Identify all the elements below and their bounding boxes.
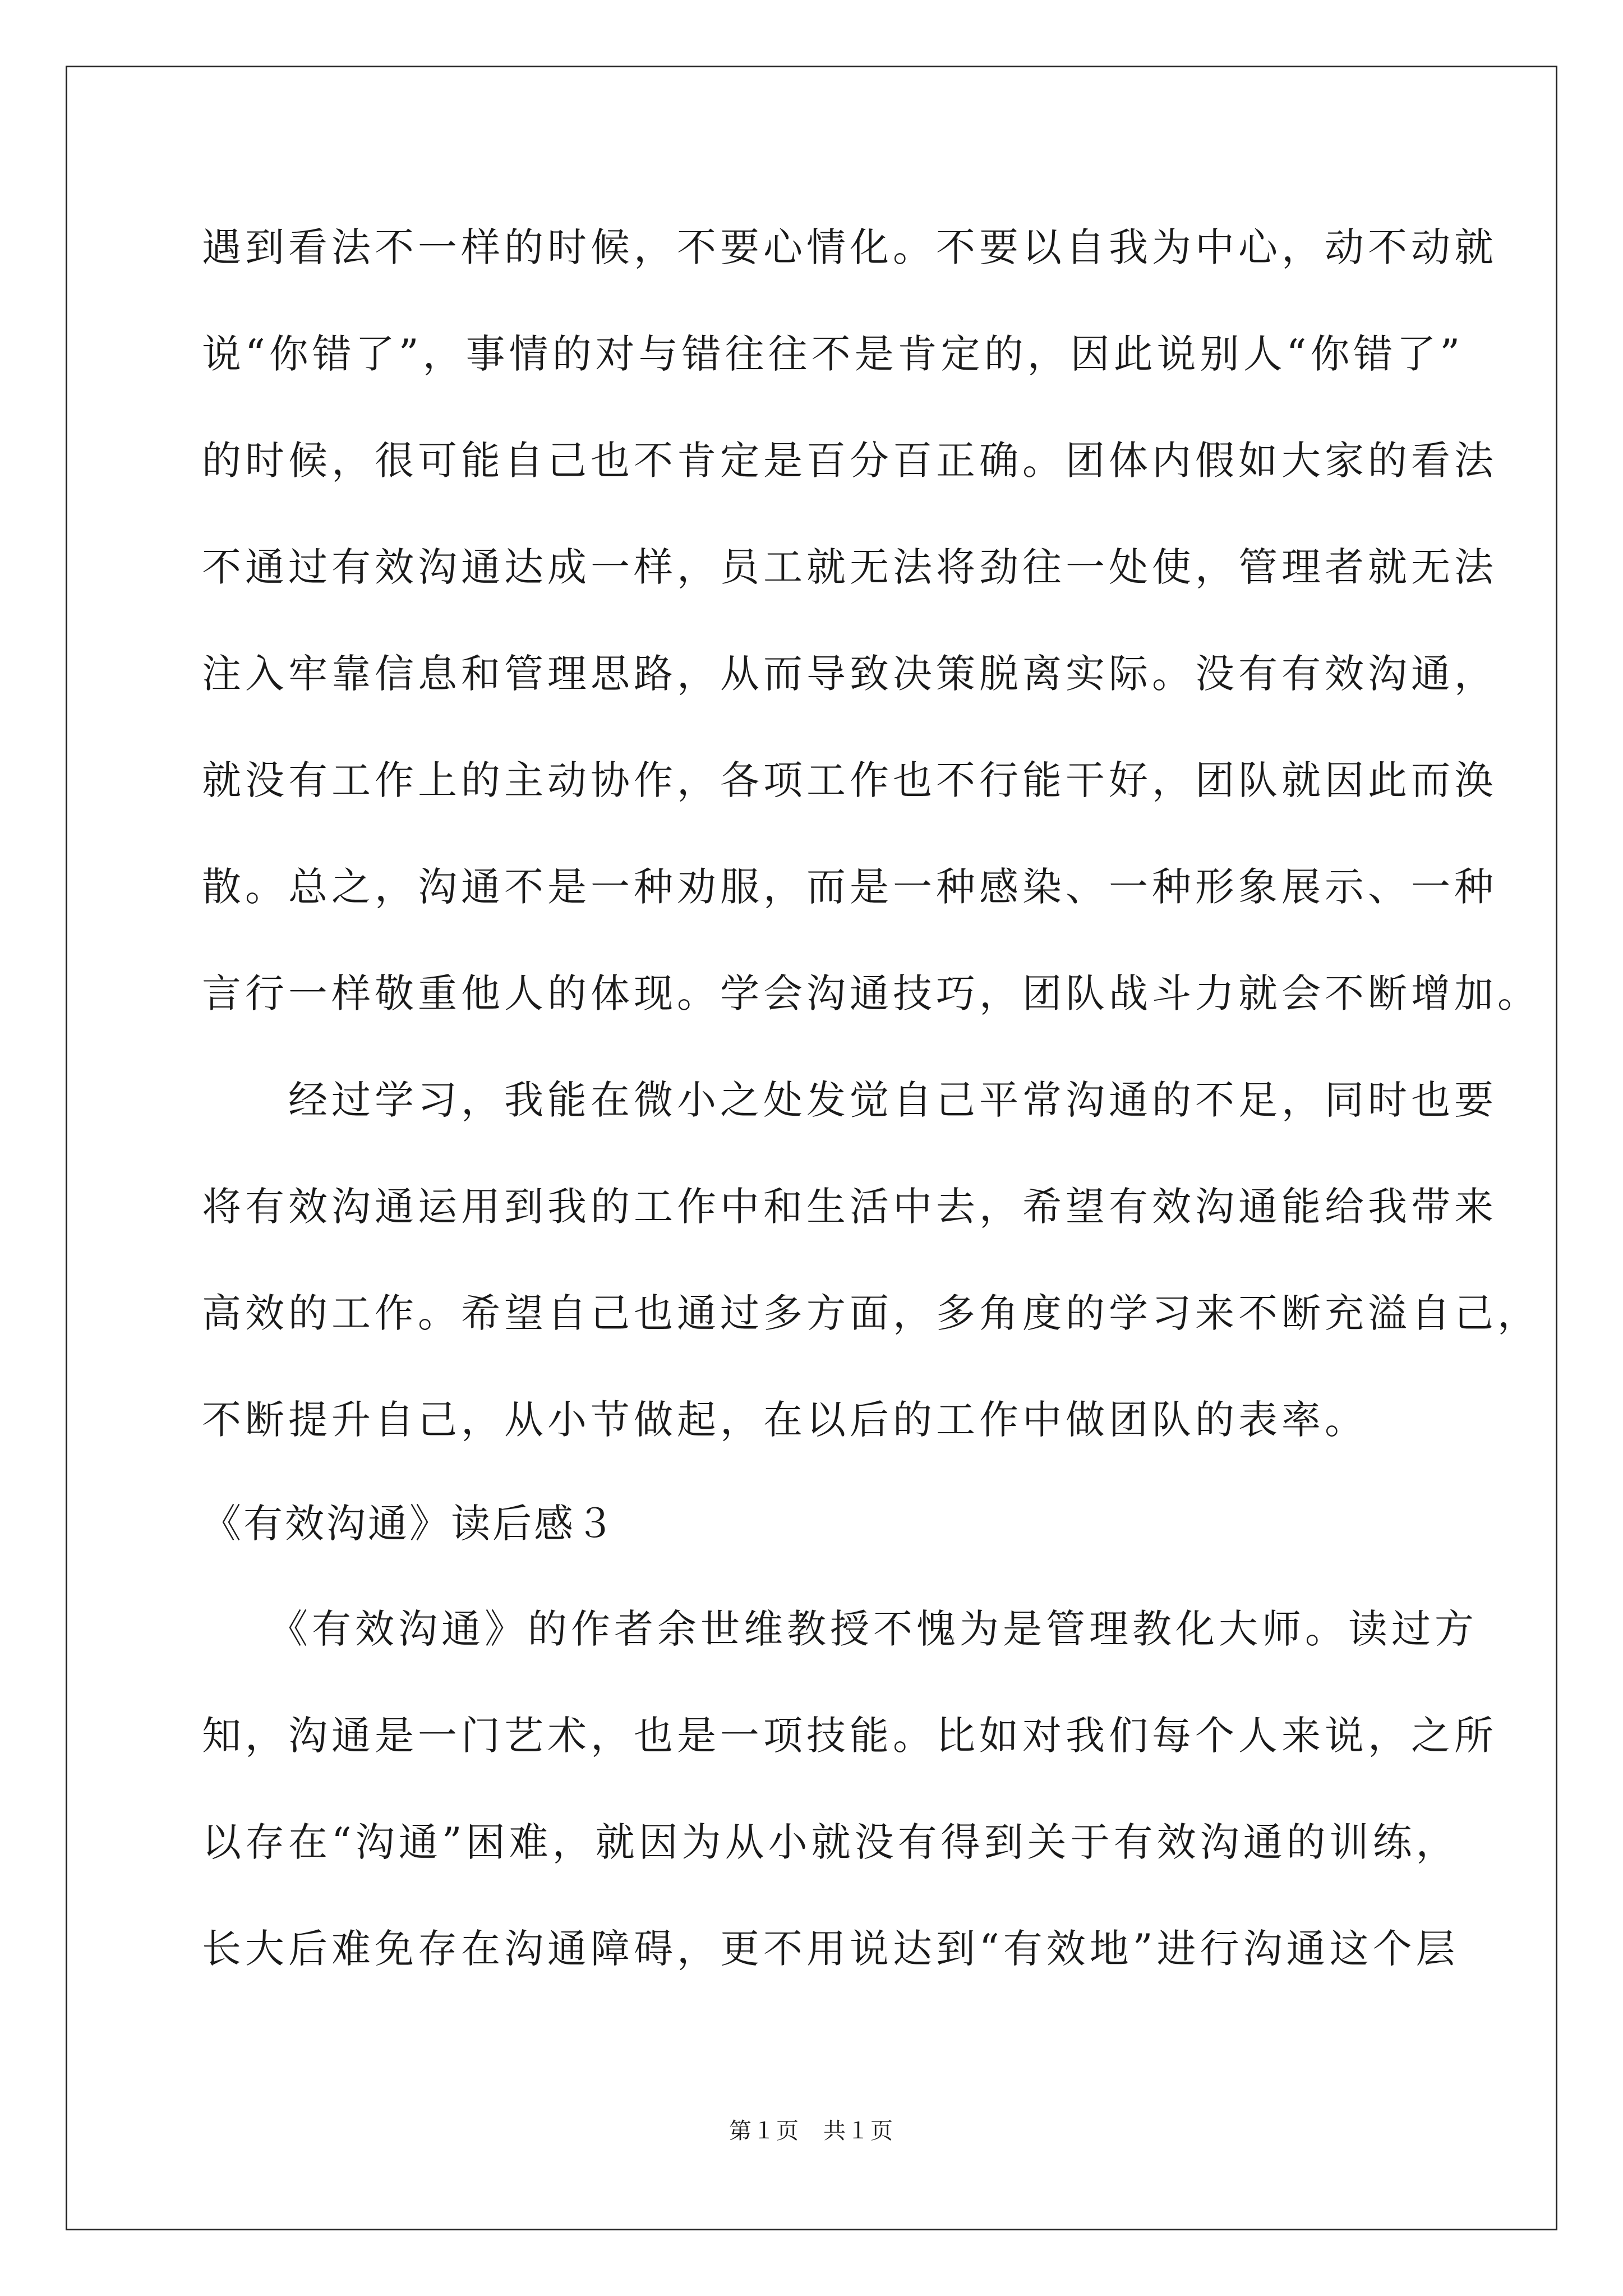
page-border xyxy=(66,66,1557,2230)
text-line: 说“你错了”，事情的对与错往往不是肯定的，因此说别人“你错了” xyxy=(202,331,1464,377)
text-line: 就没有工作上的主动协作，各项工作也不行能干好，团队就因此而涣 xyxy=(202,757,1497,803)
text-line: 知，沟通是一门艺术，也是一项技能。比如对我们每个人来说，之所 xyxy=(202,1713,1497,1759)
text-line: 注入牢靠信息和管理思路，从而导致决策脱离实际。没有有效沟通， xyxy=(202,651,1497,697)
paragraph-start-line: 《有效沟通》的作者余世维教授不愧为是管理教化大师。读过方 xyxy=(202,1606,1478,1652)
text-line: 长大后难免存在沟通障碍，更不用说达到“有效地”进行沟通这个层 xyxy=(202,1926,1459,1972)
page-number: 第１页 共１页 xyxy=(729,2118,894,2144)
text-line: 以存在“沟通”困难，就因为从小就没有得到关于有效沟通的训练， xyxy=(202,1819,1459,1865)
text-line: 遇到看法不一样的时候，不要心情化。不要以自我为中心，动不动就 xyxy=(202,224,1497,270)
paragraph-start-line: 经过学习，我能在微小之处发觉自己平常沟通的不足，同时也要 xyxy=(202,1077,1497,1123)
text-line: 高效的工作。希望自己也通过多方面，多角度的学习来不断充溢自己， xyxy=(202,1290,1541,1336)
text-line: 不通过有效沟通达成一样，员工就无法将劲往一处使，管理者就无法 xyxy=(202,544,1497,590)
text-line: 的时候，很可能自己也不肯定是百分百正确。团体内假如大家的看法 xyxy=(202,438,1497,484)
text-line: 不断提升自己，从小节做起，在以后的工作中做团队的表率。 xyxy=(202,1397,1368,1443)
section-heading: 《有效沟通》读后感３ xyxy=(202,1501,617,1547)
text-line: 言行一样敬重他人的体现。学会沟通技巧，团队战斗力就会不断增加。 xyxy=(202,970,1541,1016)
text-line: 将有效沟通运用到我的工作中和生活中去，希望有效沟通能给我带来 xyxy=(202,1184,1497,1230)
text-line: 散。总之，沟通不是一种劝服，而是一种感染、一种形象展示、一种 xyxy=(202,864,1497,910)
